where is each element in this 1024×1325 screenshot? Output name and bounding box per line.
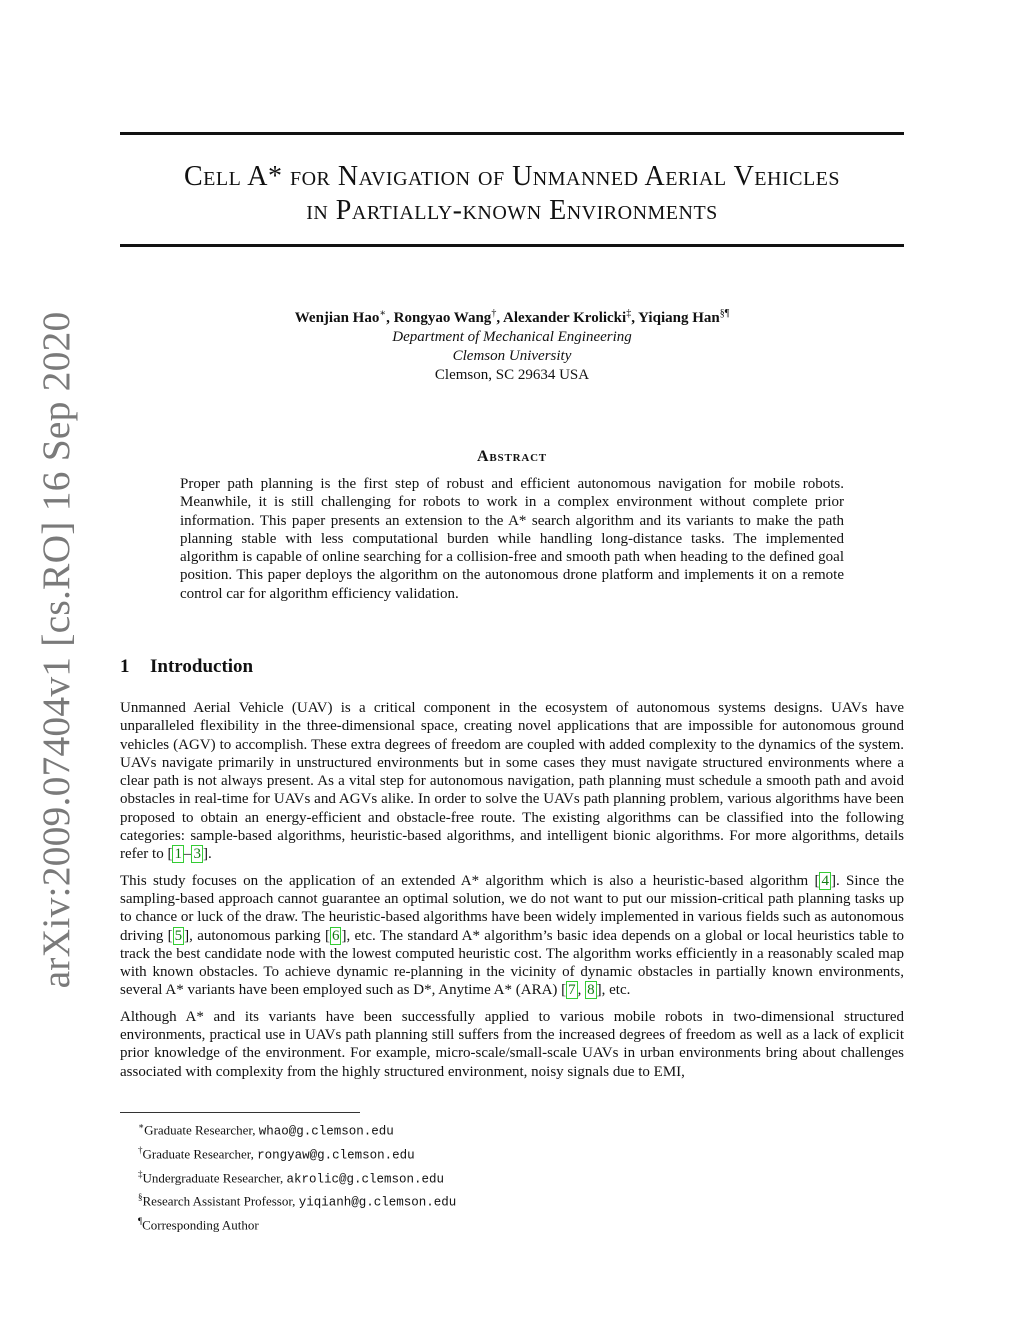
paragraph-text: ]. Since the sampling-based approach cannot guarantee an optimal solution, we do not want to put our mission-critical path planning tasks up to chance or luck of the draw. The heuristic-based algorithms have been widely implemented in various fields such as autonomous driving [ [120, 872, 904, 944]
footnote-mark: ‡ [138, 1168, 143, 1179]
author-mark: §¶ [719, 308, 730, 319]
paragraph-text: This study focuses on the application of an extended A* algorithm which is also a heuristic-based algorithm [ [120, 872, 820, 889]
affiliation-address: Clemson, SC 29634 USA [434, 367, 590, 383]
author-mark: ‡ [626, 308, 632, 319]
affiliation-department: Department of Mechanical Engineering [392, 329, 632, 345]
citation-link[interactable]: 3 [193, 846, 201, 863]
email-link[interactable]: whao@g.clemson.edu [258, 1124, 394, 1139]
section-number: 1 [120, 656, 130, 677]
paragraph-text: ], etc. [596, 982, 631, 999]
title-line-2: in Partially-known Environments [306, 195, 718, 226]
email-link[interactable]: akrolic@g.clemson.edu [286, 1171, 445, 1186]
footnotes [138, 1117, 456, 1236]
citation-link[interactable]: 6 [331, 927, 340, 944]
author-block [120, 304, 904, 385]
paragraph: Although A* and its variants have been successfully applied to various mobile robots in two-dimensional structured environments, practical use in UAVs path planning still suffers from the increased degrees of freedom as well as a lack of explicit prior knowledge of the environment. For example, micro-scale/small-scale UAVs in urban environments bring about challenges associated with complexity from the highly structured environment, noisy signals due to EMI, [120, 1008, 904, 1080]
footnote-mark: § [138, 1192, 143, 1203]
arxiv-stamp: arXiv:2009.07404v1 [cs.RO] 16 Sep 2020 [34, 311, 78, 989]
footnote [138, 1117, 456, 1141]
paragraph [120, 872, 904, 1000]
section-heading [120, 656, 253, 678]
abstract-text: Proper path planning is the first step of robust and efficient autonomous navigation for mobile robots. Meanwhile, it is still challenging for robots to work in a complex environment without complete prior information. This paper presents an extension to the A* search algorithm and its variants to make the path planning stable with less computational burden while handling long-distance tasks. The implemented algorithm is capable of online searching for a collision-free and smooth path when heading to the defined goal position. This paper deploys the algorithm on the autonomous drone platform and implements it on a remote control car for algorithm efficiency validation. [180, 476, 844, 602]
footnote [138, 1188, 456, 1212]
citation-link[interactable]: 5 [174, 927, 183, 944]
paragraph-text: Unmanned Aerial Vehicle (UAV) is a critical component in the ecosystem of autonomous systems designs. UAVs have unparalleled flexibility in the three-dimensional space, creating novel applications that are impossible for autonomous ground vehicles (AGV) to accomplish. These extra degrees of freedom are coupled with added complexity to the dynamics of the system. UAVs navigate primarily in unstructured environments but in some cases they must navigate structured environments where a clear path is not always present. As a vital step for autonomous navigation, path planning must schedule a smooth path and avoid obstacles in real-time for UAVs and AGVs alike. In order to solve the UAVs path planning problem, various algorithms have been proposed to obtain an energy-efficient and obstacle-free route. The existing algorithms can be classified into the following categories: sample-based algorithms, heuristic-based algorithms, and intelligent bionic algorithms. For more algorithms, details refer to [ [120, 700, 904, 863]
footnote-mark: † [138, 1144, 143, 1155]
footnote-text: Corresponding Author [142, 1217, 259, 1233]
citation-link[interactable]: 8 [587, 982, 595, 999]
citation-link[interactable]: 4 [821, 872, 829, 889]
paragraph-text: , [577, 982, 586, 999]
footnote-text: Research Assistant Professor, [142, 1193, 299, 1209]
affiliation-university: Clemson University [452, 348, 572, 364]
footnote-mark: ∗ [138, 1121, 145, 1131]
abstract-heading: Abstract [477, 448, 547, 465]
footnote [138, 1165, 456, 1189]
title-rule-bottom [120, 244, 904, 247]
author-list: Wenjian Hao∗, Rongyao Wang†, Alexander Krolicki‡, Yiqiang Han§¶ [294, 308, 730, 326]
title-rule-top [120, 132, 904, 135]
paragraph-text: ], etc. The standard A* algorithm’s basic idea depends on a global or local heuristics table to track the best candidate node with the lowest computed heuristic cost. The algorithm works efficiently in a reasonably scaled map with known obstacles. To achieve dynamic re-planning in the vicinity of dynamic obstacles in partially known environments, several A* variants have been employed such as D*, Anytime A* (ARA) [ [120, 927, 905, 999]
footnote-mark: ¶ [138, 1216, 143, 1227]
paragraph-text: ]. [202, 846, 212, 863]
footnote [138, 1141, 456, 1165]
introduction-body [120, 699, 904, 1089]
footnote-divider [120, 1112, 360, 1113]
section-title: Introduction [150, 656, 254, 677]
author-mark: ∗ [379, 308, 387, 319]
author-name: Yiqiang Han [638, 310, 720, 326]
email-link[interactable]: rongyaw@g.clemson.edu [257, 1148, 415, 1163]
paragraph-text: ], autonomous parking [ [184, 927, 330, 944]
paragraph [120, 699, 904, 864]
footnote-text: Undergraduate Researcher, [142, 1169, 287, 1185]
email-link[interactable]: yiqianh@g.clemson.edu [298, 1195, 457, 1210]
footnote-text: Graduate Researcher, [144, 1122, 259, 1138]
citation-link[interactable]: 7 [568, 982, 576, 999]
paper-title [120, 160, 904, 228]
footnote-text: Graduate Researcher, [142, 1146, 258, 1162]
author-mark: † [491, 308, 497, 319]
paragraph-text: – [183, 846, 192, 863]
author-name: Rongyao Wang [393, 310, 492, 326]
author-name: Alexander Krolicki [503, 310, 627, 326]
citation-link[interactable]: 1 [174, 846, 182, 863]
author-name: Wenjian Hao [294, 310, 380, 326]
title-line-1: Cell A* for Navigation of Unmanned Aerial Vehicles [183, 161, 841, 192]
footnote [138, 1212, 456, 1236]
